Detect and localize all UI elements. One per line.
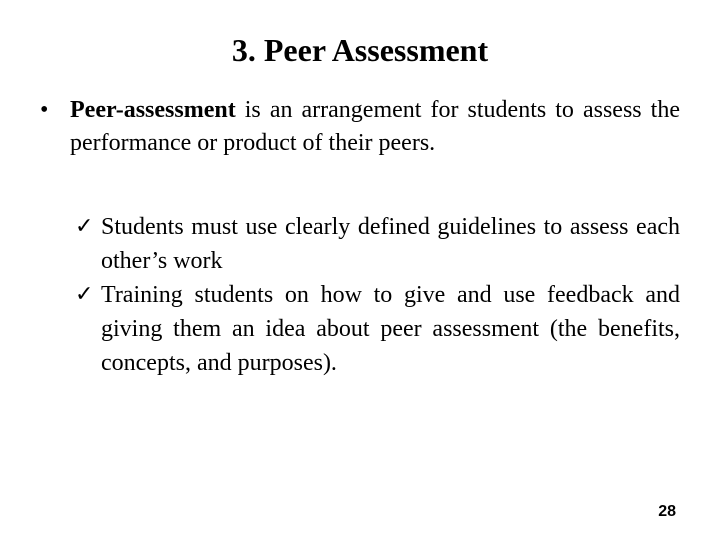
page-number: 28 bbox=[658, 503, 676, 520]
checklist-item bbox=[75, 210, 680, 278]
checkmark-icon: ✓ bbox=[75, 282, 94, 307]
bullet-dot-icon: • bbox=[40, 97, 49, 123]
slide-title: 3. Peer Assessment bbox=[231, 32, 489, 68]
checklist-item-text: Students must use clearly defined guidelines to assess each other’s work bbox=[101, 214, 680, 274]
checklist-item bbox=[75, 278, 680, 380]
bullet-row bbox=[40, 94, 680, 160]
bullet-term: Peer-assessment bbox=[70, 97, 236, 123]
checklist-item-text: Training students on how to give and use feedback and giving them an idea about peer assessment (the benefits, concepts, and purposes). bbox=[101, 282, 680, 376]
main-bullet bbox=[40, 94, 680, 160]
bullet-text bbox=[70, 94, 680, 160]
checkmark-icon: ✓ bbox=[75, 214, 94, 239]
checklist bbox=[75, 210, 680, 380]
bullet-definition: is an arrangement for students to assess the performance or product of their peers. bbox=[70, 97, 680, 156]
